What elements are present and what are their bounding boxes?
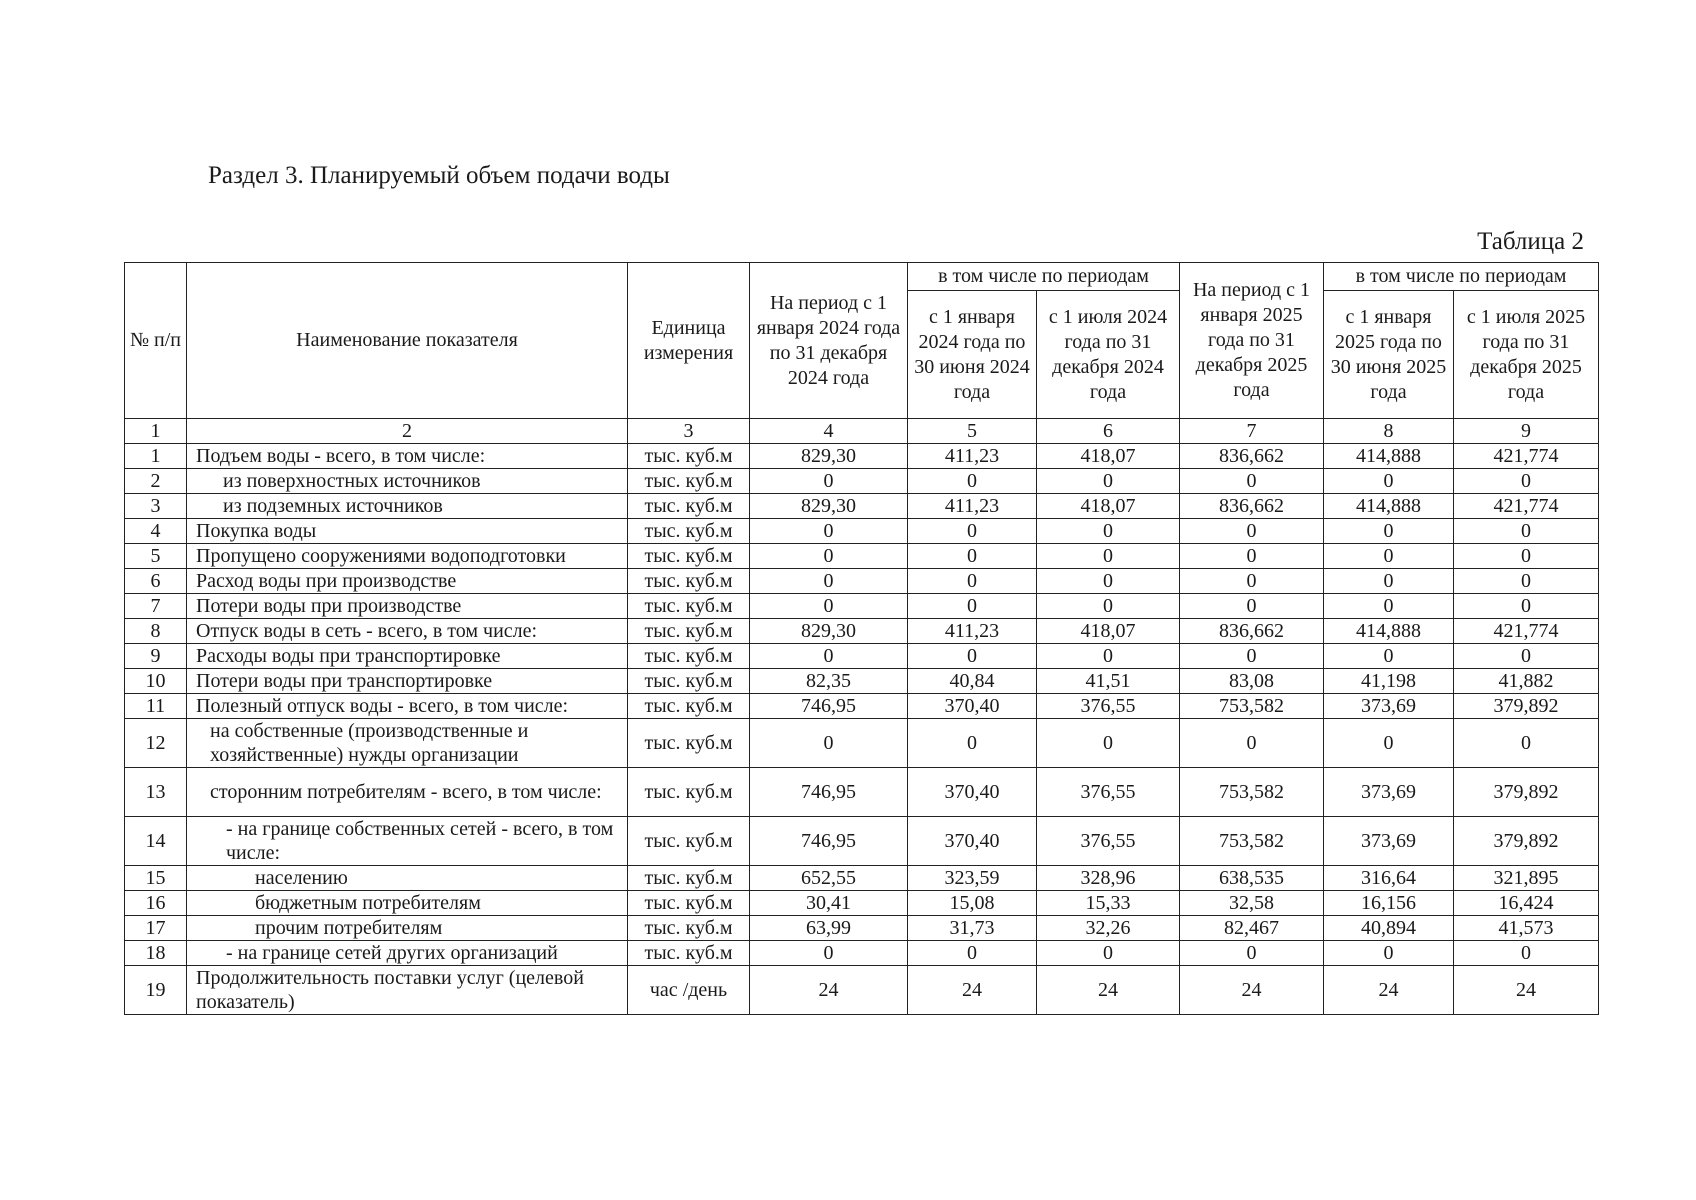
row-number: 19 (125, 966, 187, 1015)
col-header-h1-2025: с 1 января 2025 года по 30 июня 2025 года (1324, 291, 1454, 419)
column-number: 7 (1180, 419, 1324, 444)
indicator-name: Подъем воды - всего, в том числе: (187, 444, 628, 469)
value-cell: 41,51 (1037, 669, 1180, 694)
value-cell: 24 (1180, 966, 1324, 1015)
value-cell: 0 (1180, 594, 1324, 619)
row-number: 7 (125, 594, 187, 619)
indicator-name: из подземных источников (187, 494, 628, 519)
indicator-name: населению (187, 866, 628, 891)
table-row (125, 694, 1599, 719)
header-row-main (125, 263, 1599, 291)
value-cell: 0 (750, 719, 908, 768)
unit-of-measure: тыс. куб.м (628, 544, 750, 569)
page-title: Раздел 3. Планируемый объем подачи воды (208, 162, 670, 189)
value-cell: 421,774 (1454, 619, 1599, 644)
row-number: 12 (125, 719, 187, 768)
table-row (125, 966, 1599, 1015)
row-number: 3 (125, 494, 187, 519)
value-cell: 414,888 (1324, 444, 1454, 469)
table-row (125, 719, 1599, 768)
table-row (125, 941, 1599, 966)
value-cell: 24 (1454, 966, 1599, 1015)
unit-of-measure: тыс. куб.м (628, 866, 750, 891)
table-row (125, 544, 1599, 569)
value-cell: 370,40 (908, 694, 1037, 719)
value-cell: 376,55 (1037, 768, 1180, 817)
water-supply-table (124, 262, 1599, 1015)
value-cell: 411,23 (908, 494, 1037, 519)
indicator-name: бюджетным потребителям (187, 891, 628, 916)
value-cell: 652,55 (750, 866, 908, 891)
table-row (125, 866, 1599, 891)
value-cell: 0 (1324, 544, 1454, 569)
value-cell: 414,888 (1324, 494, 1454, 519)
row-number: 6 (125, 569, 187, 594)
value-cell: 376,55 (1037, 694, 1180, 719)
row-number: 10 (125, 669, 187, 694)
value-cell: 0 (750, 594, 908, 619)
table-row (125, 569, 1599, 594)
unit-of-measure: тыс. куб.м (628, 519, 750, 544)
value-cell: 379,892 (1454, 817, 1599, 866)
value-cell: 0 (1324, 569, 1454, 594)
value-cell: 32,58 (1180, 891, 1324, 916)
value-cell: 0 (1037, 519, 1180, 544)
value-cell: 836,662 (1180, 619, 1324, 644)
value-cell: 0 (1454, 569, 1599, 594)
value-cell: 836,662 (1180, 444, 1324, 469)
value-cell: 0 (750, 941, 908, 966)
value-cell: 82,467 (1180, 916, 1324, 941)
indicator-name: Полезный отпуск воды - всего, в том числе: (187, 694, 628, 719)
indicator-name: Потери воды при транспортировке (187, 669, 628, 694)
value-cell: 30,41 (750, 891, 908, 916)
row-number: 9 (125, 644, 187, 669)
unit-of-measure: тыс. куб.м (628, 594, 750, 619)
indicator-name: Покупка воды (187, 519, 628, 544)
row-number: 16 (125, 891, 187, 916)
table-row (125, 444, 1599, 469)
value-cell: 0 (1037, 544, 1180, 569)
value-cell: 0 (1324, 469, 1454, 494)
value-cell: 418,07 (1037, 494, 1180, 519)
value-cell: 418,07 (1037, 619, 1180, 644)
value-cell: 0 (1037, 644, 1180, 669)
indicator-name: сторонним потребителям - всего, в том числе: (187, 768, 628, 817)
col-header-period-2024: На период с 1 января 2024 года по 31 декабря 2024 года (750, 263, 908, 419)
value-cell: 638,535 (1180, 866, 1324, 891)
value-cell: 373,69 (1324, 768, 1454, 817)
value-cell: 0 (1180, 544, 1324, 569)
value-cell: 753,582 (1180, 694, 1324, 719)
row-number: 13 (125, 768, 187, 817)
value-cell: 746,95 (750, 817, 908, 866)
table-row (125, 469, 1599, 494)
value-cell: 0 (1454, 519, 1599, 544)
row-number: 14 (125, 817, 187, 866)
indicator-name: на собственные (производственные и хозяйственные) нужды организации (187, 719, 628, 768)
value-cell: 0 (1454, 544, 1599, 569)
table-row (125, 916, 1599, 941)
indicator-name: из поверхностных источников (187, 469, 628, 494)
table-row (125, 768, 1599, 817)
value-cell: 376,55 (1037, 817, 1180, 866)
unit-of-measure: тыс. куб.м (628, 619, 750, 644)
value-cell: 0 (1180, 719, 1324, 768)
value-cell: 411,23 (908, 619, 1037, 644)
value-cell: 24 (908, 966, 1037, 1015)
col-header-subperiods-2024: в том числе по периодам (908, 263, 1180, 291)
value-cell: 0 (1037, 569, 1180, 594)
value-cell: 0 (750, 569, 908, 594)
table-row (125, 494, 1599, 519)
value-cell: 0 (1037, 941, 1180, 966)
indicator-name: Пропущено сооружениями водоподготовки (187, 544, 628, 569)
indicator-name: - на границе собственных сетей - всего, в том числе: (187, 817, 628, 866)
value-cell: 328,96 (1037, 866, 1180, 891)
table-row (125, 644, 1599, 669)
value-cell: 418,07 (1037, 444, 1180, 469)
value-cell: 0 (1324, 594, 1454, 619)
value-cell: 379,892 (1454, 768, 1599, 817)
value-cell: 15,08 (908, 891, 1037, 916)
value-cell: 16,424 (1454, 891, 1599, 916)
indicator-name: - на границе сетей других организаций (187, 941, 628, 966)
value-cell: 321,895 (1454, 866, 1599, 891)
value-cell: 0 (1180, 569, 1324, 594)
value-cell: 0 (1037, 594, 1180, 619)
row-number: 11 (125, 694, 187, 719)
col-header-unit: Единица измерения (628, 263, 750, 419)
column-number: 3 (628, 419, 750, 444)
unit-of-measure: тыс. куб.м (628, 916, 750, 941)
value-cell: 83,08 (1180, 669, 1324, 694)
col-header-h2-2024: с 1 июля 2024 года по 31 декабря 2024 года (1037, 291, 1180, 419)
table-body (125, 419, 1599, 1015)
column-number-row (125, 419, 1599, 444)
value-cell: 0 (1324, 644, 1454, 669)
unit-of-measure: тыс. куб.м (628, 768, 750, 817)
value-cell: 379,892 (1454, 694, 1599, 719)
value-cell: 41,573 (1454, 916, 1599, 941)
value-cell: 0 (908, 644, 1037, 669)
row-number: 15 (125, 866, 187, 891)
indicator-name: Потери воды при производстве (187, 594, 628, 619)
unit-of-measure: тыс. куб.м (628, 494, 750, 519)
row-number: 8 (125, 619, 187, 644)
row-number: 5 (125, 544, 187, 569)
value-cell: 24 (750, 966, 908, 1015)
col-header-h1-2024: с 1 января 2024 года по 30 июня 2024 года (908, 291, 1037, 419)
value-cell: 373,69 (1324, 694, 1454, 719)
value-cell: 0 (1037, 469, 1180, 494)
value-cell: 32,26 (1037, 916, 1180, 941)
value-cell: 82,35 (750, 669, 908, 694)
value-cell: 41,198 (1324, 669, 1454, 694)
value-cell: 0 (908, 941, 1037, 966)
value-cell: 753,582 (1180, 817, 1324, 866)
value-cell: 0 (750, 544, 908, 569)
value-cell: 0 (908, 719, 1037, 768)
value-cell: 31,73 (908, 916, 1037, 941)
value-cell: 0 (908, 519, 1037, 544)
column-number: 9 (1454, 419, 1599, 444)
value-cell: 370,40 (908, 768, 1037, 817)
column-number: 1 (125, 419, 187, 444)
indicator-name: прочим потребителям (187, 916, 628, 941)
unit-of-measure: тыс. куб.м (628, 941, 750, 966)
value-cell: 0 (1454, 644, 1599, 669)
value-cell: 0 (1180, 941, 1324, 966)
table-row (125, 594, 1599, 619)
value-cell: 829,30 (750, 444, 908, 469)
indicator-name: Расходы воды при транспортировке (187, 644, 628, 669)
value-cell: 16,156 (1324, 891, 1454, 916)
col-header-name: Наименование показателя (187, 263, 628, 419)
row-number: 18 (125, 941, 187, 966)
value-cell: 836,662 (1180, 494, 1324, 519)
column-number: 2 (187, 419, 628, 444)
unit-of-measure: тыс. куб.м (628, 569, 750, 594)
col-header-num: № п/п (125, 263, 187, 419)
value-cell: 0 (908, 594, 1037, 619)
unit-of-measure: тыс. куб.м (628, 444, 750, 469)
value-cell: 829,30 (750, 619, 908, 644)
row-number: 2 (125, 469, 187, 494)
value-cell: 0 (750, 519, 908, 544)
value-cell: 0 (750, 469, 908, 494)
value-cell: 40,84 (908, 669, 1037, 694)
column-number: 4 (750, 419, 908, 444)
column-number: 8 (1324, 419, 1454, 444)
value-cell: 0 (1180, 469, 1324, 494)
value-cell: 746,95 (750, 694, 908, 719)
value-cell: 746,95 (750, 768, 908, 817)
value-cell: 63,99 (750, 916, 908, 941)
col-header-h2-2025: с 1 июля 2025 года по 31 декабря 2025 года (1454, 291, 1599, 419)
unit-of-measure: тыс. куб.м (628, 644, 750, 669)
indicator-name: Продолжительность поставки услуг (целевой показатель) (187, 966, 628, 1015)
value-cell: 414,888 (1324, 619, 1454, 644)
indicator-name: Отпуск воды в сеть - всего, в том числе: (187, 619, 628, 644)
column-number: 6 (1037, 419, 1180, 444)
value-cell: 0 (1454, 941, 1599, 966)
table-row (125, 817, 1599, 866)
unit-of-measure: тыс. куб.м (628, 469, 750, 494)
col-header-subperiods-2025: в том числе по периодам (1324, 263, 1599, 291)
table-caption: Таблица 2 (1477, 228, 1584, 255)
row-number: 17 (125, 916, 187, 941)
unit-of-measure: тыс. куб.м (628, 694, 750, 719)
value-cell: 0 (1180, 519, 1324, 544)
unit-of-measure: тыс. куб.м (628, 669, 750, 694)
value-cell: 316,64 (1324, 866, 1454, 891)
value-cell: 753,582 (1180, 768, 1324, 817)
value-cell: 15,33 (1037, 891, 1180, 916)
value-cell: 0 (908, 469, 1037, 494)
value-cell: 370,40 (908, 817, 1037, 866)
unit-of-measure: тыс. куб.м (628, 891, 750, 916)
value-cell: 373,69 (1324, 817, 1454, 866)
value-cell: 421,774 (1454, 494, 1599, 519)
value-cell: 411,23 (908, 444, 1037, 469)
value-cell: 0 (1454, 469, 1599, 494)
col-header-period-2025: На период с 1 января 2025 года по 31 декабря 2025 года (1180, 263, 1324, 419)
value-cell: 0 (1324, 519, 1454, 544)
value-cell: 0 (908, 569, 1037, 594)
row-number: 1 (125, 444, 187, 469)
value-cell: 829,30 (750, 494, 908, 519)
value-cell: 0 (1454, 594, 1599, 619)
value-cell: 0 (1324, 941, 1454, 966)
value-cell: 0 (1324, 719, 1454, 768)
value-cell: 421,774 (1454, 444, 1599, 469)
table-row (125, 619, 1599, 644)
unit-of-measure: тыс. куб.м (628, 817, 750, 866)
indicator-name: Расход воды при производстве (187, 569, 628, 594)
table-row (125, 891, 1599, 916)
value-cell: 24 (1324, 966, 1454, 1015)
value-cell: 0 (1037, 719, 1180, 768)
value-cell: 41,882 (1454, 669, 1599, 694)
table-row (125, 519, 1599, 544)
value-cell: 0 (1180, 644, 1324, 669)
value-cell: 0 (908, 544, 1037, 569)
unit-of-measure: час /день (628, 966, 750, 1015)
table-row (125, 669, 1599, 694)
value-cell: 323,59 (908, 866, 1037, 891)
value-cell: 0 (750, 644, 908, 669)
value-cell: 0 (1454, 719, 1599, 768)
unit-of-measure: тыс. куб.м (628, 719, 750, 768)
value-cell: 40,894 (1324, 916, 1454, 941)
value-cell: 24 (1037, 966, 1180, 1015)
row-number: 4 (125, 519, 187, 544)
column-number: 5 (908, 419, 1037, 444)
